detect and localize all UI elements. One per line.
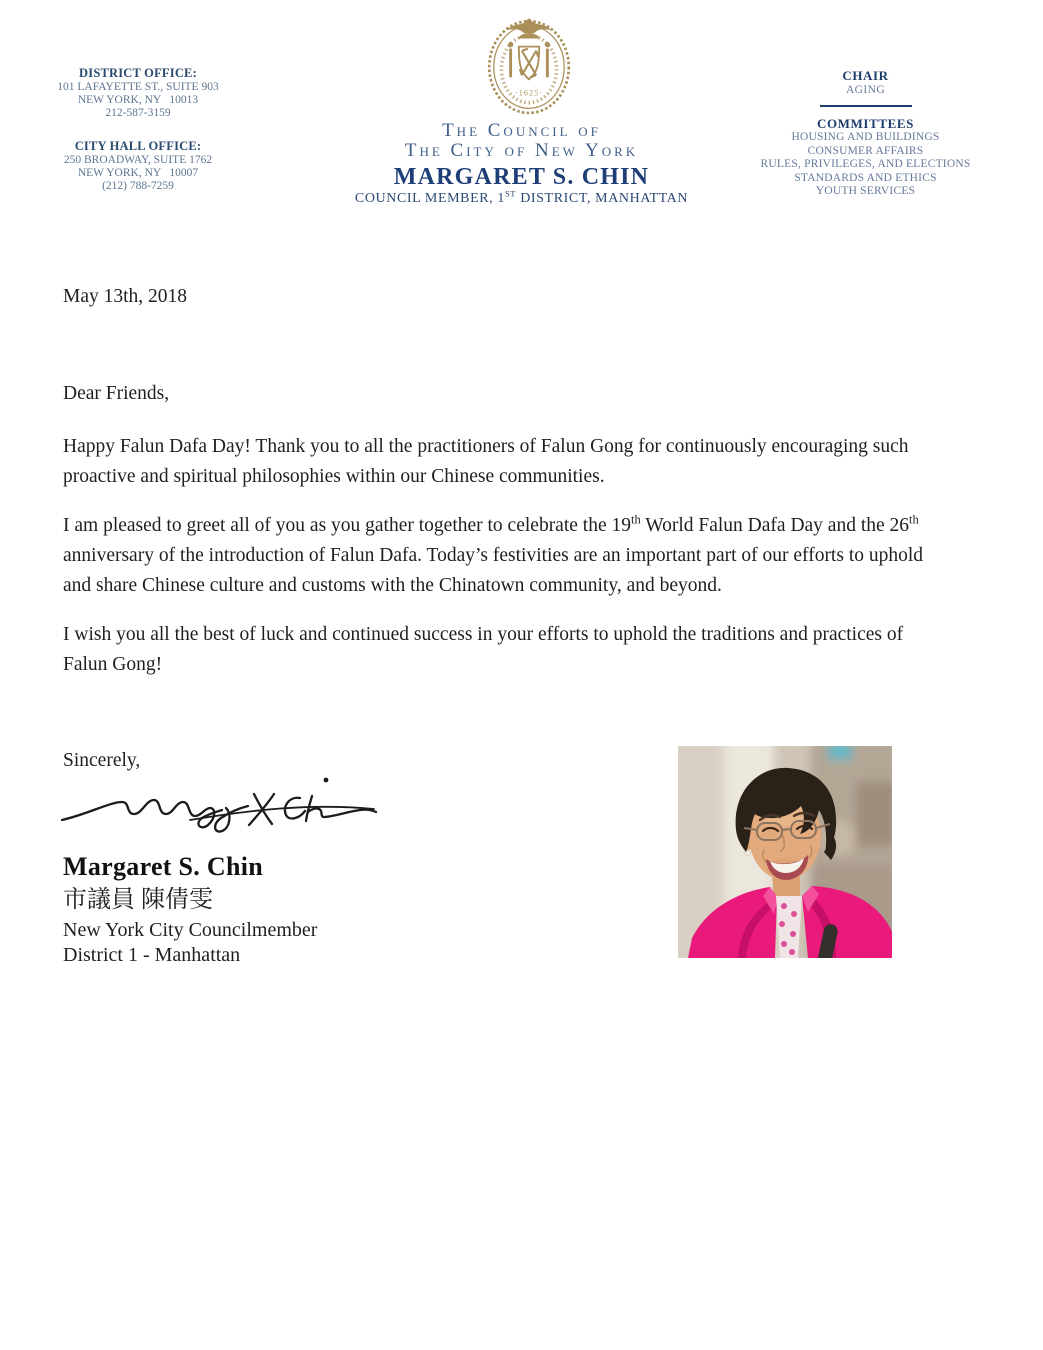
committee-item: STANDARDS AND ETHICS — [794, 171, 937, 184]
chair-label: CHAIR — [842, 68, 889, 83]
committee-item: RULES, PRIVILEGES, AND ELECTIONS — [760, 158, 971, 170]
paragraph-line: proactive and spiritual philosophies within our Chinese communities. — [63, 466, 605, 487]
district-office-line: NEW YORK, NY 10013 — [77, 94, 199, 106]
ordinal-superscript: th — [631, 512, 641, 527]
district-office-label: DISTRICT OFFICE: — [79, 66, 197, 80]
seal-year: ·1625· — [514, 88, 543, 98]
committee-item: HOUSING AND BUILDINGS — [791, 131, 940, 143]
signature-block — [63, 850, 317, 968]
closing: Sincerely, — [63, 750, 141, 771]
committees-label: COMMITTEES — [816, 116, 914, 131]
salutation: Dear Friends, — [63, 383, 170, 404]
ordinal-superscript: th — [909, 512, 919, 527]
org-name-line1: The Council of — [442, 120, 601, 141]
member-name: MARGARET S. CHIN — [393, 164, 650, 190]
paragraph-line: and share Chinese culture and customs with the Chinatown community, and beyond. — [63, 575, 722, 596]
paragraph-2 — [63, 511, 991, 601]
paragraph-text: World Falun Dafa Day and the 26 — [640, 515, 910, 536]
divider-rule — [820, 105, 912, 107]
paragraph-text: I am pleased to greet all of you as you gather together to celebrate the 19 — [63, 515, 631, 536]
district-office-line: 212-587-3159 — [105, 107, 171, 119]
paragraph-line: anniversary of the introduction of Falun Dafa. Today’s festivities are an important part of our efforts to uphold — [63, 545, 924, 566]
paragraph-line: Falun Gong! — [63, 654, 163, 675]
committee-item: YOUTH SERVICES — [815, 185, 916, 197]
city-hall-office-label: CITY HALL OFFICE: — [74, 139, 202, 153]
scarf — [776, 896, 802, 958]
paragraph-3 — [63, 620, 991, 680]
signature-image — [58, 768, 380, 842]
portrait-photo — [678, 746, 892, 958]
paragraph-line: I wish you all the best of luck and continued success in your efforts to uphold the traditions and practices of — [63, 624, 904, 645]
nyc-council-seal-icon — [486, 14, 572, 116]
chair-committees-block — [758, 68, 973, 199]
signer-title: New York City Councilmember — [63, 919, 318, 941]
chair-value: AGING — [845, 84, 886, 96]
city-hall-office-line: 250 BROADWAY, SUITE 1762 — [63, 154, 213, 166]
city-hall-office-line: NEW YORK, NY 10007 — [77, 167, 199, 179]
district-office-line: 101 LAFAYETTE ST., SUITE 903 — [57, 81, 219, 93]
city-hall-office-line: (212) 788-7259 — [102, 180, 174, 192]
paragraph-1 — [63, 432, 991, 492]
committee-item: CONSUMER AFFAIRS — [807, 144, 924, 157]
member-title-text: DISTRICT, MANHATTAN — [516, 191, 689, 206]
signer-district: District 1 - Manhattan — [63, 944, 241, 966]
signer-name-chinese: 市議員 陳倩雯 — [63, 887, 213, 913]
paragraph-line — [63, 511, 991, 541]
paragraph-line: Happy Falun Dafa Day! Thank you to all the practitioners of Falun Gong for continuously encouraging such — [63, 436, 909, 457]
member-title-text: COUNCIL MEMBER, 1 — [354, 191, 505, 206]
letter-date: May 13th, 2018 — [63, 286, 188, 307]
signer-name: Margaret S. Chin — [63, 852, 264, 881]
member-title-superscript: ST — [504, 188, 517, 199]
org-name-line2: The City of New York — [404, 140, 639, 161]
